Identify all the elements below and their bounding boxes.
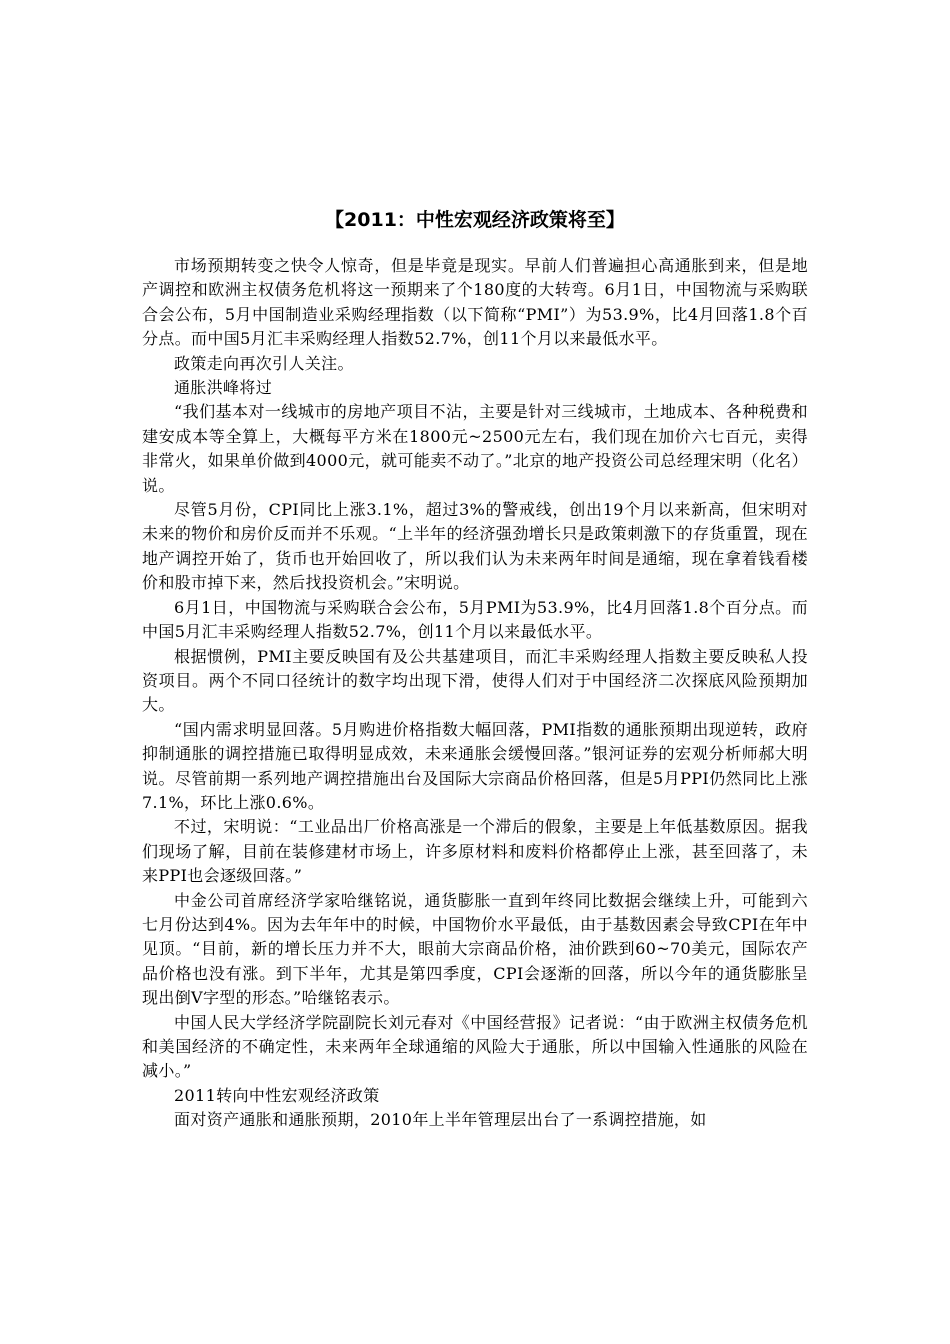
paragraph: “国内需求明显回落。5月购进价格指数大幅回落，PMI指数的通胀预期出现逆转，政府抑制通胀的调控措施已取得明显成效，未来通胀会缓慢回落。”银河证券的宏观分析师郝大明说。尽管前期一系列地产调控措施出台及国际大宗商品价格回落，但是5月PPI仍然同比上涨7.1%，环比上涨0.6%。: [142, 719, 808, 812]
section-heading: 2011转向中性宏观经济政策: [174, 1085, 380, 1105]
paragraph: 市场预期转变之快令人惊奇，但是毕竟是现实。早前人们普遍担心高通胀到来，但是地产调控和欧洲主权债务危机将这一预期来了个180度的大转弯。6月1日，中国物流与采购联合会公布，5月中国制造业采购经理指数（以下简称“PMI”）为53.9%，比4月回落1.8个百分点。而中国5月汇丰采购经理人指数52.7%，创11个月以来最低水平。: [142, 256, 808, 349]
paragraph: 中金公司首席经济学家哈继铭说，通货膨胀一直到年终同比数据会继续上升，可能到六七月份达到4%。因为去年年中的时候，中国物价水平最低，由于基数因素会导致CPI在年中见顶。“目前，新的增长压力并不大，眼前大宗商品价格，油价跌到60~70美元，国际农产品价格也没有涨。到下半年，尤其是第四季度，CPI会逐渐的回落，所以今年的通货膨胀呈现出倒V字型的形态。”哈继铭表示。: [142, 890, 808, 1008]
paragraph: 中国人民大学经济学院副院长刘元春对《中国经营报》记者说：“由于欧洲主权债务危机和美国经济的不确定性，未来两年全球通缩的风险大于通胀，所以中国输入性通胀的风险在减小。”: [142, 1012, 808, 1081]
document-body: [142, 254, 808, 1133]
paragraph: 面对资产通胀和通胀预期，2010年上半年管理层出台了一系调控措施，如: [174, 1110, 707, 1130]
paragraph: 政策走向再次引人关注。: [174, 353, 354, 373]
paragraph: 6月1日，中国物流与采购联合会公布，5月PMI为53.9%，比4月回落1.8个百分点。而中国5月汇丰采购经理人指数52.7%，创11个月以来最低水平。: [142, 597, 808, 642]
paragraph: 不过，宋明说：“工业品出厂价格高涨是一个滞后的假象，主要是上年低基数原因。据我们现场了解，目前在装修建材市场上，许多原材料和废料价格都停止上涨，甚至回落了，未来PPI也会逐级回落。”: [142, 817, 808, 886]
paragraph: 根据惯例，PMI主要反映国有及公共基建项目，而汇丰采购经理人指数主要反映私人投资项目。两个不同口径统计的数字均出现下滑，使得人们对于中国经济二次探底风险预期加大。: [142, 646, 808, 715]
document-title: 【2011：中性宏观经济政策将至】: [325, 209, 625, 231]
paragraph: 尽管5月份，CPI同比上涨3.1%，超过3%的警戒线，创出19个月以来新高，但宋明对未来的物价和房价反而并不乐观。“上半年的经济强劲增长只是政策刺激下的存货重置，现在地产调控开始了，货币也开始回收了，所以我们认为未来两年时间是通缩，现在拿着钱看楼价和股市掉下来，然后找投资机会。”宋明说。: [142, 500, 808, 593]
paragraph: “我们基本对一线城市的房地产项目不沾，主要是针对三线城市，土地成本、各种税费和建安成本等全算上，大概每平方米在1800元~2500元左右，我们现在加价六七百元，卖得非常火，如果单价做到4000元，就可能卖不动了。”北京的地产投资公司总经理宋明（化名）说。: [142, 402, 808, 495]
section-heading: 通胀洪峰将过: [174, 378, 273, 398]
